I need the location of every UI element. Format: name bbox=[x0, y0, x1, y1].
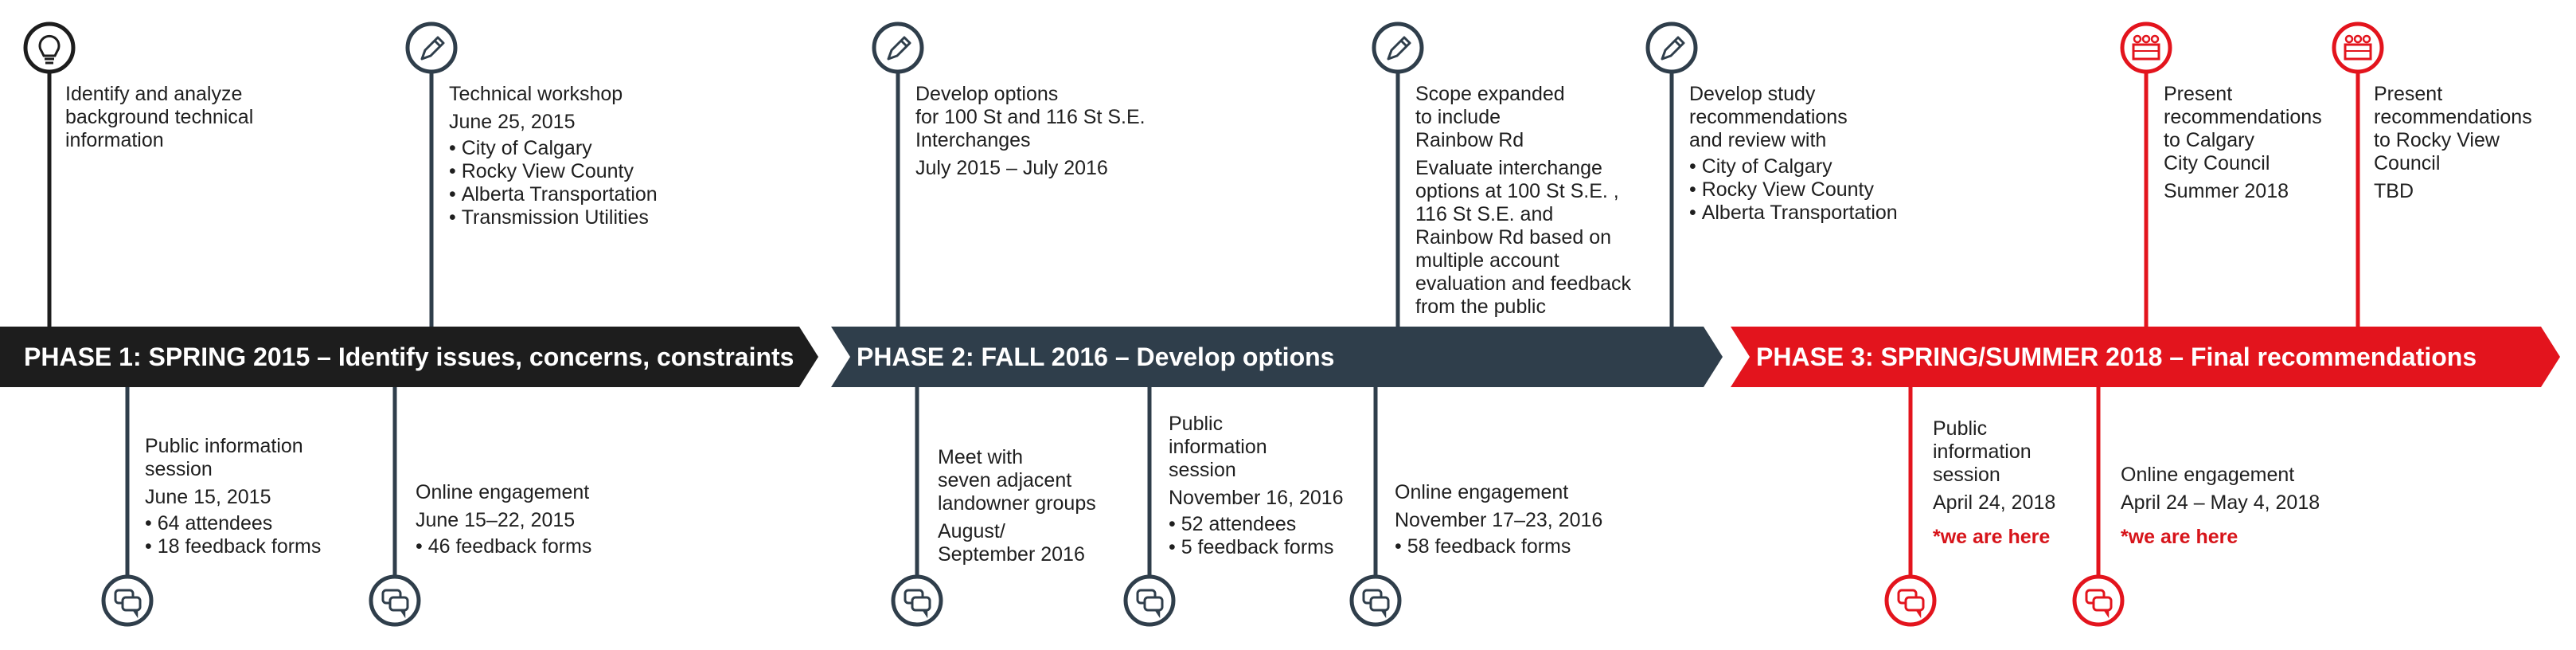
bottom-milestone-5 bbox=[1395, 481, 1602, 558]
council-icon bbox=[2122, 24, 2170, 72]
bottom-milestone-4 bbox=[1169, 413, 1344, 559]
milestone-date: June 15, 2015 bbox=[145, 486, 271, 508]
bottom-milestone-1 bbox=[145, 435, 321, 558]
milestone-detail: Evaluate interchange options at 100 St S.E. , 116 St S.E. and Rainbow Rd based on multiple account evaluation and feedback from the public bbox=[1415, 157, 1632, 318]
lightbulb-icon bbox=[25, 24, 73, 72]
milestone-title: Public information session bbox=[1933, 417, 2032, 486]
milestone-title: Online engagement bbox=[416, 481, 590, 503]
bullet-item: • 64 attendees bbox=[145, 512, 321, 535]
bullet-item: • Rocky View County bbox=[1689, 178, 1898, 202]
bullet-item: • 18 feedback forms bbox=[145, 535, 321, 558]
milestone-title: Develop options for 100 St and 116 St S.E. Interchanges bbox=[915, 83, 1146, 151]
milestone-date: Summer 2018 bbox=[2164, 180, 2289, 202]
milestone-title: Develop study recommendations and review with bbox=[1689, 83, 1848, 151]
top-milestone-3 bbox=[915, 83, 1146, 180]
phase-3-bar bbox=[1731, 327, 2560, 387]
milestone-bullets bbox=[449, 137, 658, 229]
pencil-icon bbox=[1374, 24, 1422, 72]
milestone-title: Technical workshop bbox=[449, 83, 623, 105]
bullet-item: • 46 feedback forms bbox=[416, 535, 591, 558]
top-milestone-5 bbox=[1689, 83, 1898, 225]
milestone-date: August/ September 2016 bbox=[938, 520, 1085, 566]
bullet-item: • Alberta Transportation bbox=[1689, 202, 1898, 225]
chat-bubbles-icon bbox=[1126, 577, 1173, 625]
milestone-title: Present recommendations to Rocky View Council bbox=[2374, 83, 2532, 174]
chat-bubbles-icon bbox=[371, 577, 419, 625]
milestone-date: April 24 – May 4, 2018 bbox=[2121, 491, 2320, 514]
milestone-title: Online engagement bbox=[2121, 464, 2295, 486]
top-milestone-4 bbox=[1415, 83, 1631, 319]
bullet-item: • 5 feedback forms bbox=[1169, 536, 1344, 559]
chat-bubbles-icon bbox=[893, 577, 941, 625]
bullet-item: • City of Calgary bbox=[449, 137, 658, 160]
milestone-title: Present recommendations to Calgary City Council bbox=[2164, 83, 2322, 174]
milestone-bullets bbox=[416, 535, 591, 558]
milestone-date: June 15–22, 2015 bbox=[416, 509, 576, 531]
top-milestone-6 bbox=[2164, 83, 2322, 203]
bullet-item: • Rocky View County bbox=[449, 160, 658, 183]
bullet-item: • Transmission Utilities bbox=[449, 206, 658, 229]
pencil-icon bbox=[408, 24, 455, 72]
council-icon bbox=[2334, 24, 2382, 72]
milestone-title: Public information session bbox=[1169, 413, 1267, 481]
milestone-title: Meet with seven adjacent landowner groups bbox=[938, 446, 1096, 515]
bullet-item: • Alberta Transportation bbox=[449, 183, 658, 206]
phase-2-bar bbox=[831, 327, 1723, 387]
milestone-date: April 24, 2018 bbox=[1933, 491, 2056, 514]
phase-1-label: PHASE 1: SPRING 2015 – Identify issues, concerns, constraints bbox=[24, 342, 794, 371]
current-stage-note: *we are here bbox=[1933, 526, 2051, 548]
milestone-bullets bbox=[145, 512, 321, 558]
bullet-item: • City of Calgary bbox=[1689, 155, 1898, 178]
chat-bubbles-icon bbox=[1352, 577, 1399, 625]
milestone-date: June 25, 2015 bbox=[449, 111, 576, 133]
milestone-title: Public information session bbox=[145, 435, 303, 480]
chat-bubbles-icon bbox=[1887, 577, 1934, 625]
pencil-icon bbox=[874, 24, 922, 72]
milestone-date: July 2015 – July 2016 bbox=[915, 157, 1108, 179]
phase-1-bar bbox=[0, 327, 818, 387]
top-milestone-2 bbox=[449, 83, 658, 229]
top-milestone-1 bbox=[65, 83, 253, 152]
bottom-milestone-7 bbox=[2121, 464, 2320, 549]
milestone-bullets bbox=[1169, 513, 1344, 559]
bullet-item: • 52 attendees bbox=[1169, 513, 1344, 536]
milestone-title: Scope expanded to include Rainbow Rd bbox=[1415, 83, 1565, 151]
milestone-date: TBD bbox=[2374, 180, 2414, 202]
top-milestone-7 bbox=[2374, 83, 2532, 203]
pencil-icon bbox=[1648, 24, 1696, 72]
bullet-item: • 58 feedback forms bbox=[1395, 535, 1602, 558]
milestone-title: Online engagement bbox=[1395, 481, 1569, 503]
milestone-date: November 17–23, 2016 bbox=[1395, 509, 1603, 531]
phase-3-label: PHASE 3: SPRING/SUMMER 2018 – Final recommendations bbox=[1756, 342, 2477, 371]
phase-2-label: PHASE 2: FALL 2016 – Develop options bbox=[857, 342, 1335, 371]
bottom-milestone-6 bbox=[1933, 417, 2055, 549]
milestone-title: Identify and analyze background technical information bbox=[65, 83, 254, 151]
bottom-milestone-3 bbox=[938, 446, 1096, 566]
chat-bubbles-icon bbox=[2074, 577, 2122, 625]
milestone-date: November 16, 2016 bbox=[1169, 487, 1344, 509]
milestone-bullets bbox=[1689, 155, 1898, 225]
current-stage-note: *we are here bbox=[2121, 526, 2238, 548]
bottom-milestone-2 bbox=[416, 481, 591, 558]
milestone-bullets bbox=[1395, 535, 1602, 558]
chat-bubbles-icon bbox=[103, 577, 151, 625]
